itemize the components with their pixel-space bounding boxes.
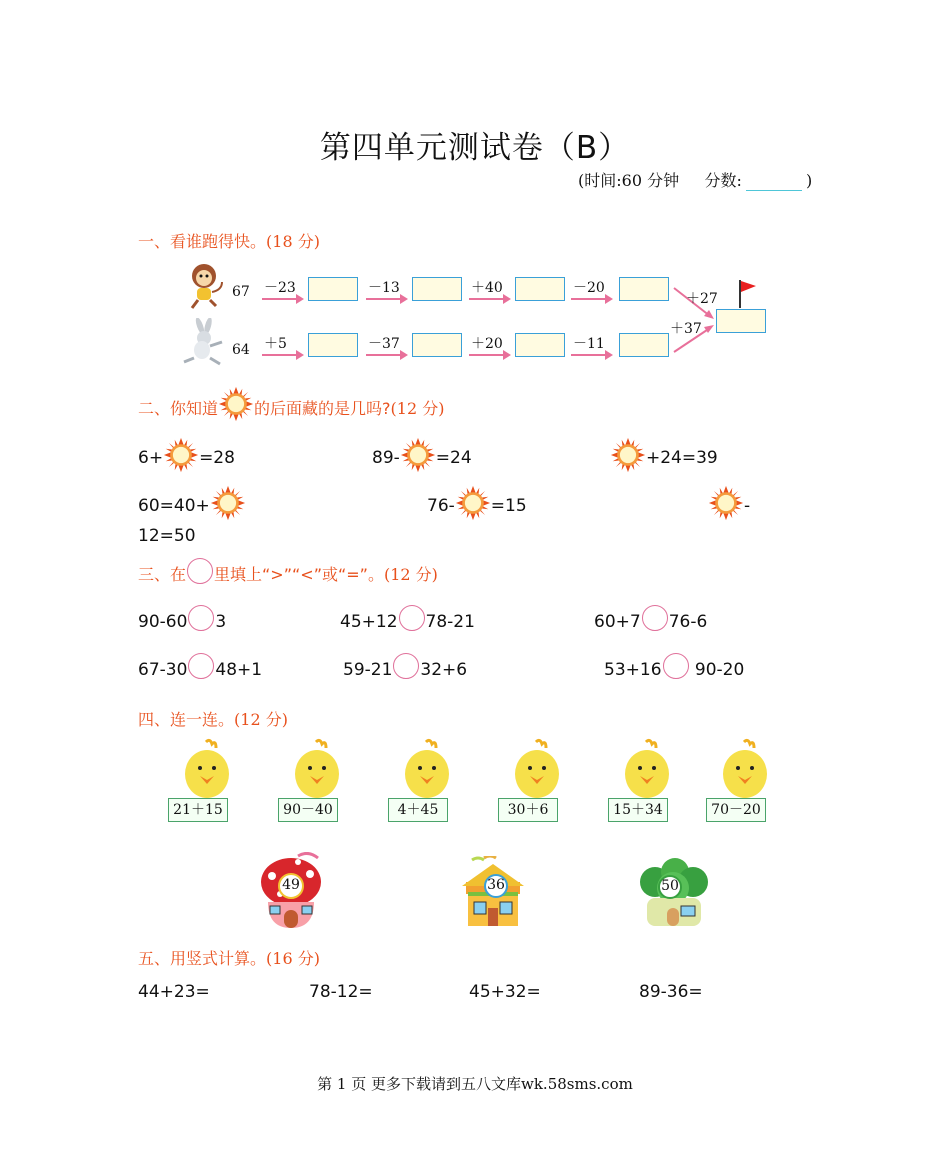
eq-text: 76- — [427, 496, 455, 516]
flower-icon[interactable] — [400, 437, 436, 473]
circle-icon — [187, 558, 213, 584]
flower-icon[interactable] — [708, 485, 744, 521]
answer-box[interactable] — [308, 277, 358, 301]
time-label: (时间:60 分钟 — [578, 171, 680, 190]
section-3-points: (12 分) — [383, 565, 438, 584]
race-diagram — [180, 260, 780, 370]
eq-text: 60=40+ — [138, 496, 210, 516]
meta-close: ) — [805, 171, 813, 190]
flower-icon[interactable] — [455, 485, 491, 521]
compare-item — [604, 653, 744, 680]
section-5-heading — [138, 946, 320, 969]
compare-left: 67-30 — [138, 660, 188, 680]
flower-icon — [218, 386, 254, 422]
chick-row — [0, 738, 950, 828]
compare-left: 59-21 — [343, 660, 393, 680]
compare-circle[interactable] — [188, 653, 214, 679]
section-2-label-after: 的后面藏的是几吗? — [254, 399, 391, 418]
page-footer: 第 1 页 更多下载请到五八文库wk.58sms.com — [317, 1075, 633, 1093]
tree-house-icon[interactable] — [637, 858, 711, 930]
compare-item — [340, 605, 475, 632]
monkey-op-4: －20 — [573, 280, 605, 296]
answer-box[interactable] — [515, 333, 565, 357]
chick-icon — [506, 738, 568, 800]
eq-text: =28 — [199, 448, 235, 468]
eq-text: 6+ — [138, 448, 164, 468]
compare-item — [343, 653, 467, 680]
answer-box[interactable] — [515, 277, 565, 301]
chick-icon — [176, 738, 238, 800]
flower-eq-1 — [138, 437, 235, 473]
compare-left: 90-60 — [138, 612, 188, 632]
page-title: 第四单元测试卷（B） — [319, 130, 631, 166]
chick-label: 90－40 — [278, 798, 338, 822]
compare-left: 45+12 — [340, 612, 398, 632]
eq-text: =24 — [435, 448, 472, 468]
arrow — [571, 298, 611, 300]
score-blank[interactable] — [746, 174, 802, 191]
monkey-final-op: ＋27 — [686, 291, 718, 307]
monkey-icon — [182, 262, 226, 310]
compare-circle[interactable] — [642, 605, 668, 631]
section-3-heading — [138, 558, 438, 585]
section-1-heading — [138, 229, 320, 252]
chick-card[interactable] — [613, 738, 678, 826]
flower-icon[interactable] — [210, 485, 246, 521]
section-2-heading — [138, 386, 444, 422]
arrow — [469, 354, 509, 356]
flower-icon[interactable] — [163, 437, 199, 473]
answer-box[interactable] — [619, 333, 669, 357]
section-3-label-after: 里填上“>”“<”或“=”。 — [214, 565, 384, 584]
section-4-heading — [138, 707, 288, 730]
rabbit-final-op: ＋37 — [670, 321, 702, 337]
compare-item — [594, 605, 707, 632]
compare-right: 32+6 — [420, 660, 468, 680]
compare-right: 48+1 — [215, 660, 263, 680]
score-label: 分数: — [704, 171, 742, 190]
chick-label: 15＋34 — [608, 798, 668, 822]
monkey-start: 67 — [232, 284, 250, 300]
section-3-label-before: 三、在 — [138, 565, 187, 584]
compare-right: 90-20 — [689, 660, 745, 680]
section-5-points: (16 分) — [266, 949, 320, 968]
section-2-label-before: 二、你知道 — [138, 399, 219, 418]
vertical-problem: 44+23= — [138, 982, 210, 1002]
monkey-op-3: ＋40 — [471, 280, 503, 296]
section-4-points: (12 分) — [234, 710, 288, 729]
house-number: 50 — [661, 878, 679, 894]
chick-icon — [286, 738, 348, 800]
chick-icon — [396, 738, 458, 800]
flower-eq-6 — [708, 485, 750, 521]
house-number: 49 — [282, 877, 300, 893]
arrow — [469, 298, 509, 300]
compare-circle[interactable] — [399, 605, 425, 631]
arrow — [366, 354, 406, 356]
monkey-op-2: －13 — [368, 280, 400, 296]
rabbit-start: 64 — [232, 342, 250, 358]
chick-card[interactable] — [396, 738, 458, 826]
chick-label: 4＋45 — [388, 798, 448, 822]
house-number: 36 — [487, 877, 505, 893]
compare-circle[interactable] — [188, 605, 214, 631]
eq-text: 89- — [372, 448, 400, 468]
eq-text: +24=39 — [646, 448, 718, 468]
rabbit-op-4: －11 — [573, 336, 605, 352]
chick-icon — [616, 738, 678, 800]
rabbit-op-2: －37 — [368, 336, 400, 352]
rabbit-icon — [180, 318, 226, 366]
compare-right: 78-21 — [425, 612, 475, 632]
rabbit-op-3: ＋20 — [471, 336, 503, 352]
compare-left: 60+7 — [594, 612, 641, 632]
section-1-points: (18 分) — [266, 232, 320, 251]
flower-eq-3 — [610, 437, 718, 473]
flower-eq-2 — [372, 437, 472, 473]
chick-card[interactable] — [173, 738, 238, 826]
section-2-points: (12 分) — [390, 399, 445, 418]
section-4-label: 四、连一连。 — [138, 710, 235, 729]
vertical-problem: 89-36= — [639, 982, 703, 1002]
answer-box[interactable] — [619, 277, 669, 301]
compare-left: 53+16 — [604, 660, 662, 680]
chick-icon — [714, 738, 776, 800]
finish-box[interactable] — [716, 309, 766, 333]
chick-card[interactable] — [711, 738, 776, 826]
compare-item — [138, 653, 262, 680]
flower-eq-5 — [427, 485, 527, 521]
exam-meta — [578, 168, 812, 191]
chick-card[interactable] — [283, 738, 348, 826]
compare-item — [138, 605, 226, 632]
chick-label: 70－20 — [706, 798, 766, 822]
eq-text: - — [744, 496, 751, 516]
chick-card[interactable] — [506, 738, 568, 826]
vertical-problem: 45+32= — [469, 982, 541, 1002]
answer-box[interactable] — [308, 333, 358, 357]
answer-box[interactable] — [412, 277, 462, 301]
arrow — [262, 298, 302, 300]
carrot-house-icon[interactable] — [460, 856, 526, 930]
compare-circle[interactable] — [393, 653, 419, 679]
arrow — [366, 298, 406, 300]
section-1-label: 一、看谁跑得快。 — [138, 232, 267, 251]
compare-right: 3 — [215, 612, 227, 632]
eq-text: =15 — [490, 496, 527, 516]
arrow — [262, 354, 302, 356]
flower-icon[interactable] — [610, 437, 646, 473]
answer-box[interactable] — [412, 333, 462, 357]
chick-label: 21＋15 — [168, 798, 228, 822]
monkey-op-1: －23 — [264, 280, 296, 296]
arrow — [571, 354, 611, 356]
flower-eq-4 — [138, 485, 246, 521]
compare-right: 76-6 — [668, 612, 708, 632]
vertical-problem: 78-12= — [309, 982, 373, 1002]
compare-circle[interactable] — [663, 653, 689, 679]
chick-label: 30＋6 — [498, 798, 558, 822]
rabbit-op-1: ＋5 — [264, 336, 287, 352]
flag-icon — [736, 278, 760, 308]
section-5-label: 五、用竖式计算。 — [138, 949, 267, 968]
flower-eq-4-line2: 12=50 — [138, 526, 196, 546]
